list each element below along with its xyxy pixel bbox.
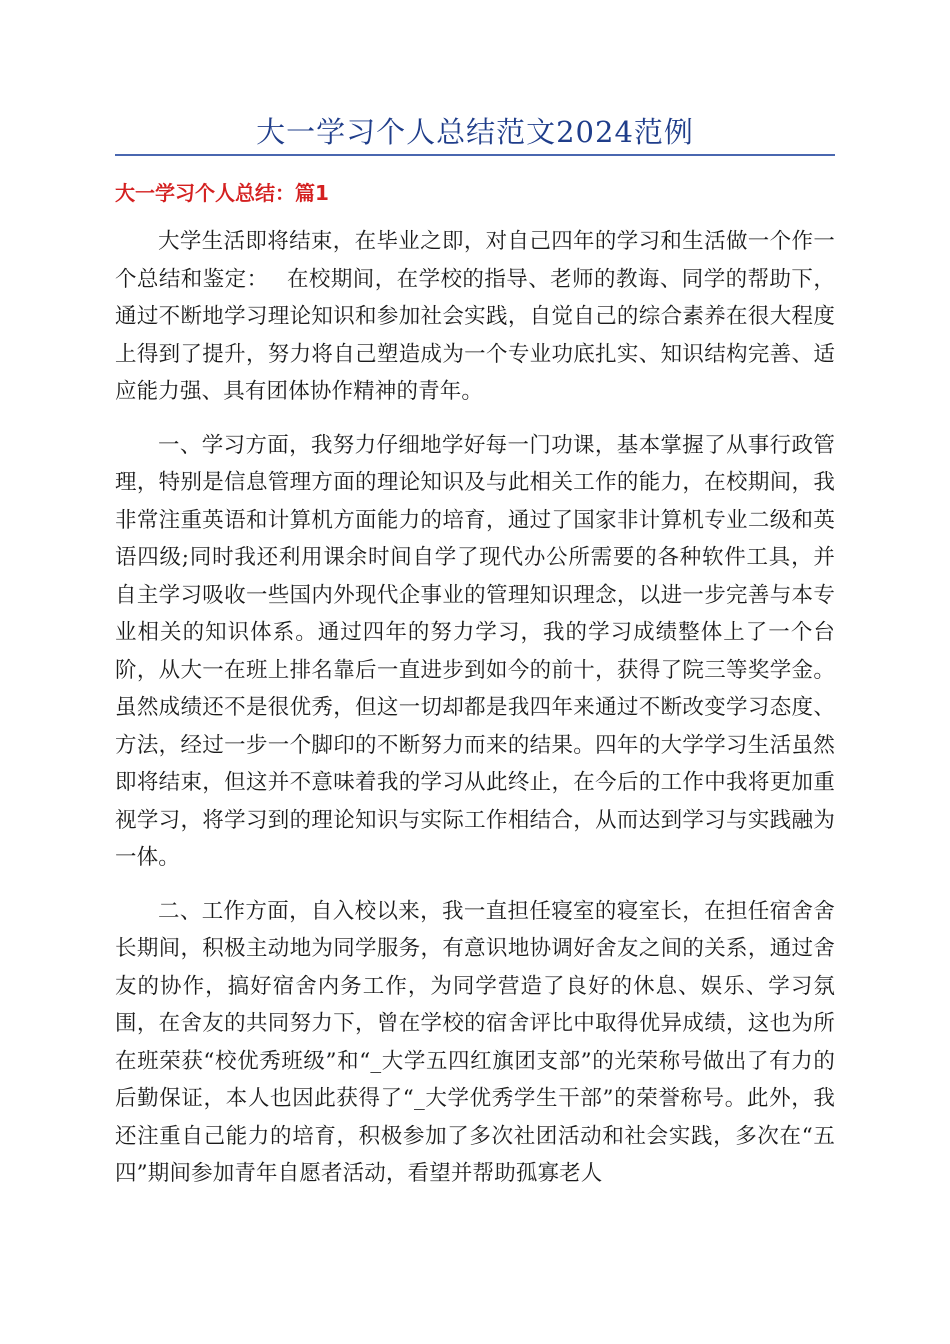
- document-title: 大一学习个人总结范文2024范例: [256, 115, 694, 149]
- section-heading: 大一学习个人总结：篇1: [115, 181, 329, 205]
- paragraph-work: 二、工作方面，自入校以来，我一直担任寝室的寝室长，在担任宿舍舍长期间，积极主动地为同学服务，有意识地协调好舍友之间的关系，通过舍友的协作，搞好宿舍内务工作，为同学营造了良好的休息、娱乐、学习氛围，在舍友的共同努力下，曾在学校的宿舍评比中取得优异成绩，这也为所在班荣获“校优秀班级”和“_大学五四红旗团支部”的光荣称号做出了有力的后勤保证，本人也因此获得了“_大学优秀学生干部”的荣誉称号。此外，我还注重自己能力的培育，积极参加了多次社团活动和社会实践，多次在“五四”期间参加青年自愿者活动，看望并帮助孤寡老人: [115, 898, 835, 1186]
- paragraph-study: 一、学习方面，我努力仔细地学好每一门功课，基本掌握了从事行政管理，特别是信息管理方面的理论知识及与此相关工作的能力，在校期间，我非常注重英语和计算机方面能力的培育，通过了国家非计算机专业二级和英语四级;同时我还利用课余时间自学了现代办公所需要的各种软件工具，并自主学习吸收一些国内外现代企事业的管理知识理念，以进一步完善与本专业相关的知识体系。通过四年的努力学习，我的学习成绩整体上了一个台阶，从大一在班上排名靠后一直进步到如今的前十，获得了院三等奖学金。虽然成绩还不是很优秀，但这一切却都是我四年来通过不断改变学习态度、方法，经过一步一个脚印的不断努力而来的结果。四年的大学学习生活虽然即将结束，但这并不意味着我的学习从此终止，在今后的工作中我将更加重视学习，将学习到的理论知识与实际工作相结合，从而达到学习与实践融为一体。: [115, 432, 835, 870]
- document-body: [115, 223, 835, 1209]
- paragraph-intro: 大学生活即将结束，在毕业之即，对自己四年的学习和生活做一个作一个总结和鉴定： 在校期间，在学校的指导、老师的教诲、同学的帮助下，通过不断地学习理论知识和参加社会实践，自觉自己的综合素养在很大程度上得到了提升，努力将自己塑造成为一个专业功底扎实、知识结构完善、适应能力强、具有团体协作精神的青年。: [115, 229, 836, 404]
- title-divider: [115, 154, 835, 156]
